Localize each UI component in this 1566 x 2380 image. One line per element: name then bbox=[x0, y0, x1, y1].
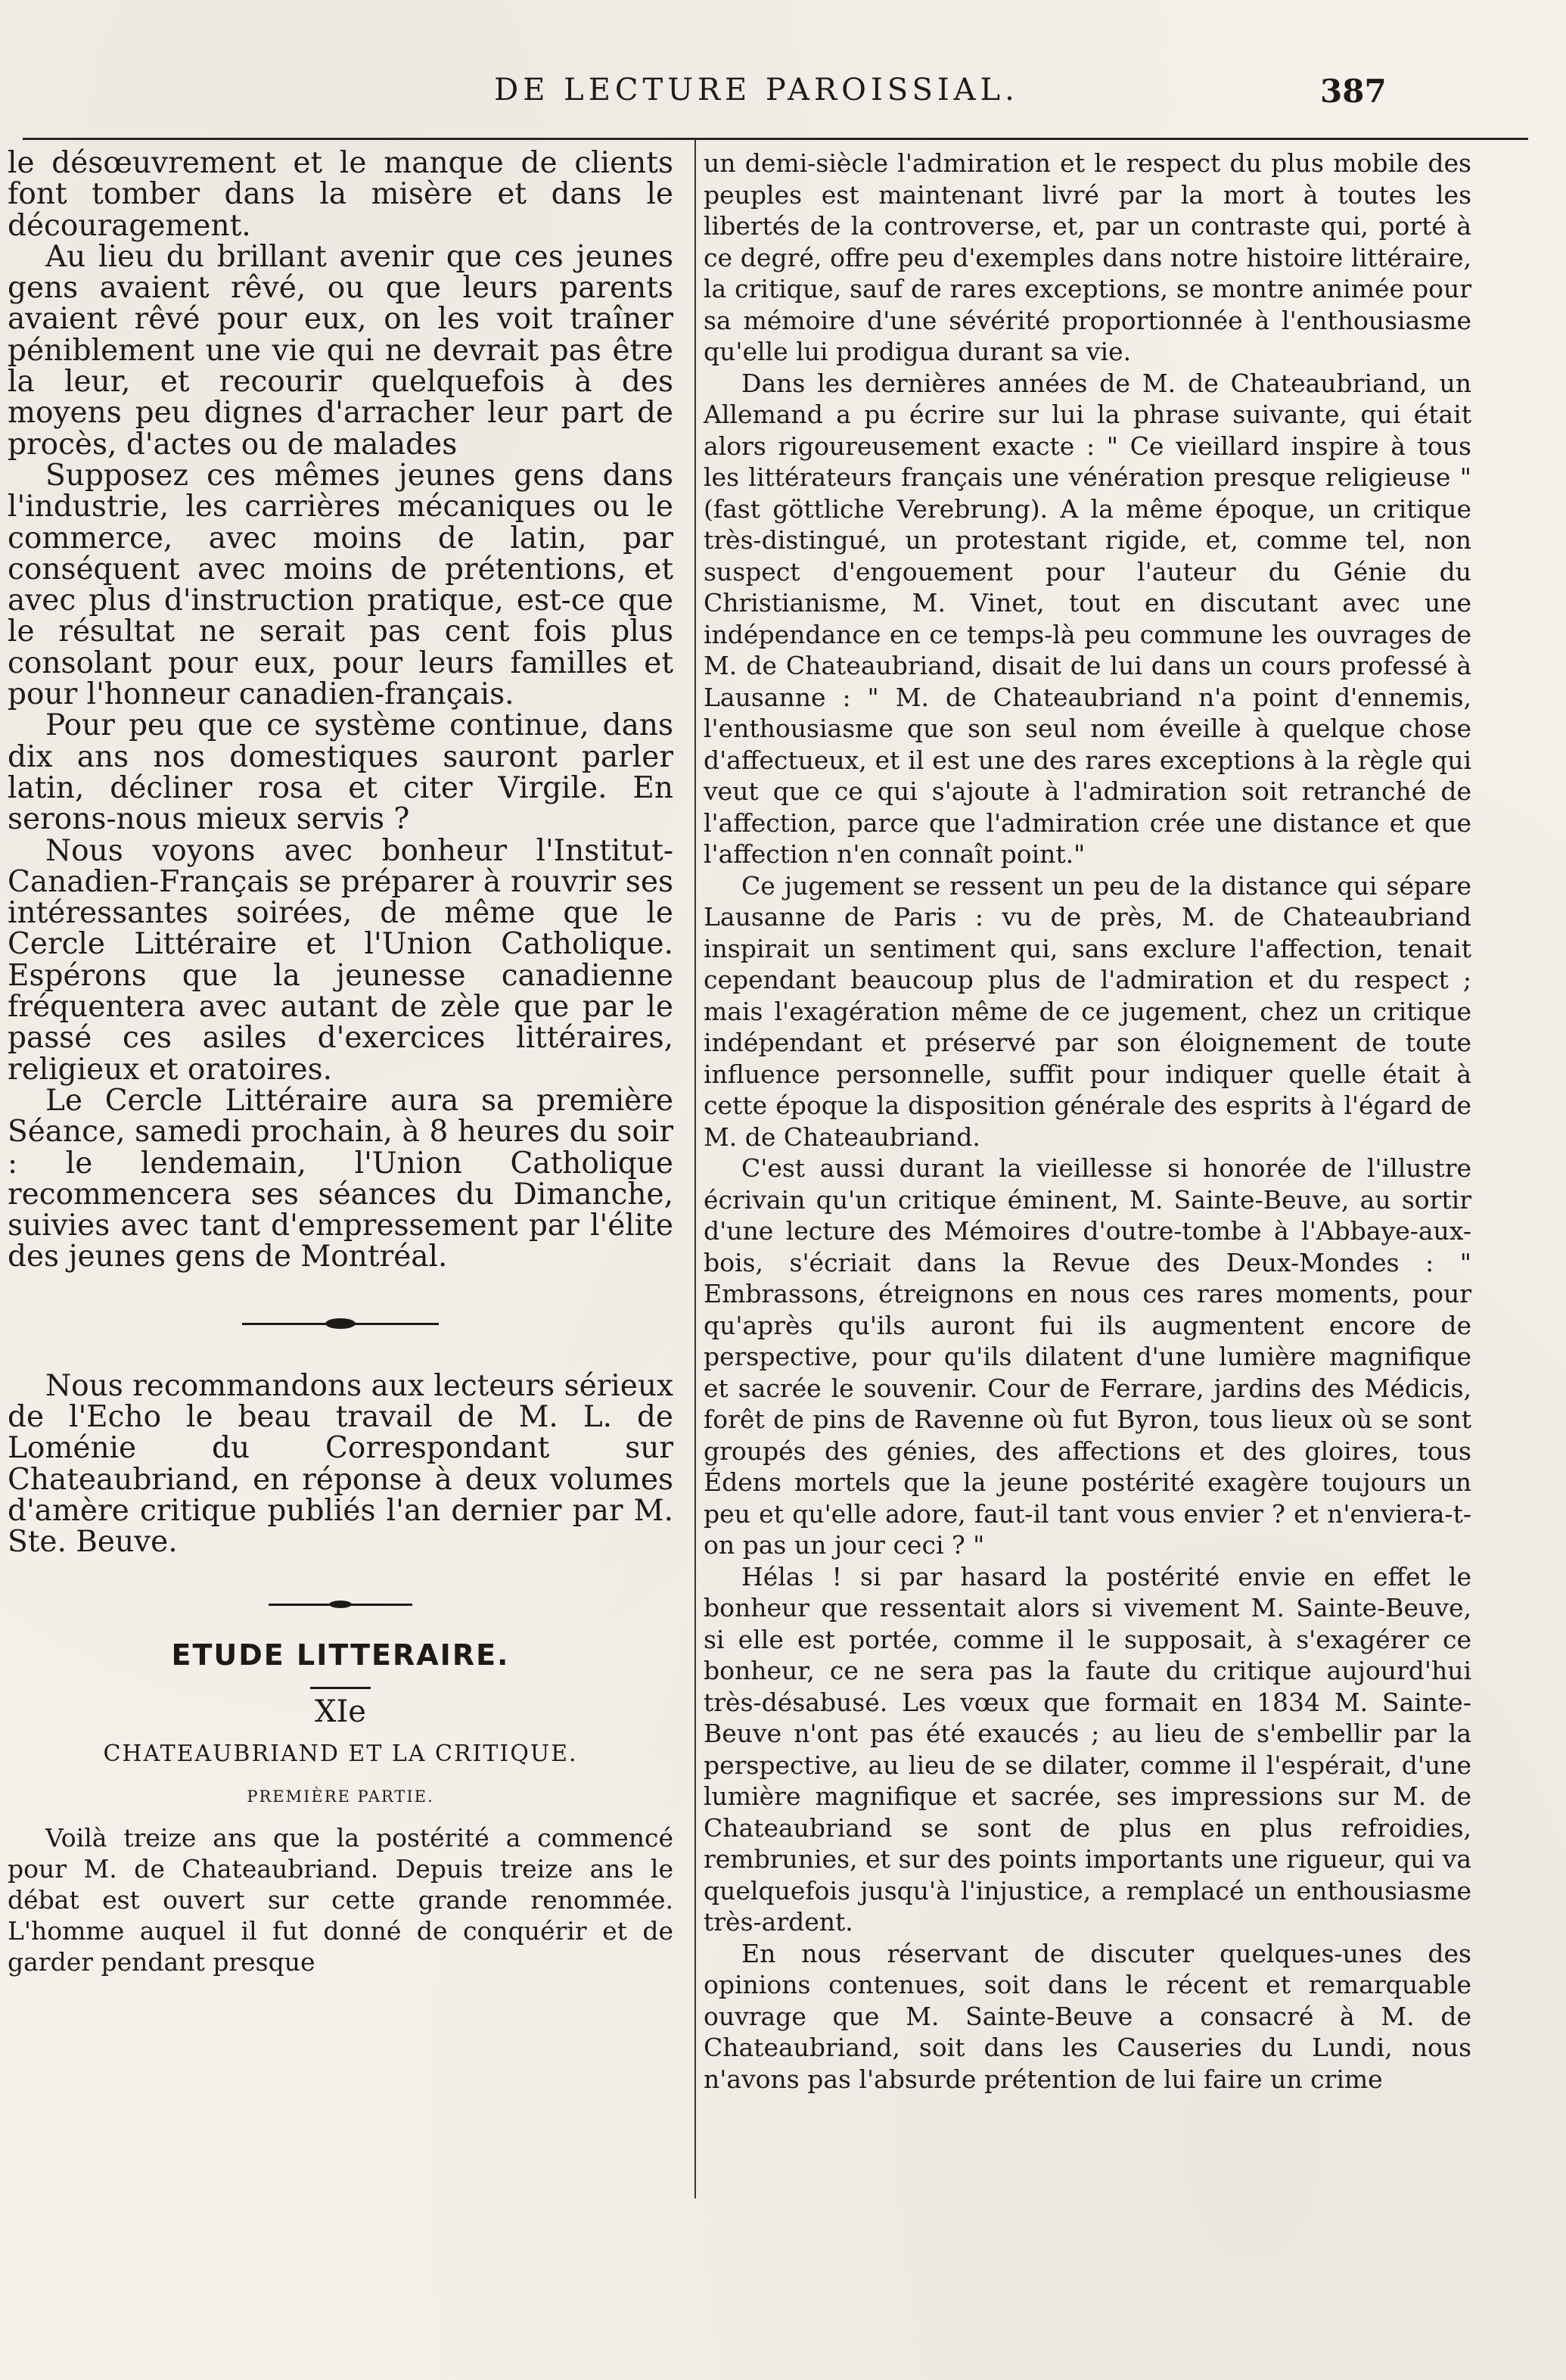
separator-ornament-small bbox=[269, 1599, 412, 1610]
section-title: ETUDE LITTERAIRE. bbox=[171, 1638, 510, 1672]
left-column bbox=[8, 148, 673, 1977]
left-paragraph-7: Nous recommandons aux lecteurs sérieux de l'Echo le beau travail de M. L. de Loménie du Correspondant sur Chateaubriand, en réponse à deux volumes d'amère critique publiés l'an dernier par M. Ste. Beuve. bbox=[8, 1368, 673, 1560]
separator-ornament bbox=[242, 1318, 439, 1329]
left-paragraph-5: Nous voyons avec bonheur l'Institut-Canadien-Français se préparer à rouvrir ses intéressantes soirées, de même que le Cercle Littéraire et l'Union Catholique. Espérons que la jeunesse canadienne fréquentera avec autant de zèle que par le passé ces asiles d'exercices littéraires, religieux et oratoires. bbox=[8, 833, 673, 1087]
right-paragraph-6: En nous réservant de discuter quelques-unes des opinions contenues, soit dans le récent et remarquable ouvrage que M. Sainte-Beuve a consacré à M. de Chateaubriand, soit dans les Causeries du Lundi, nous n'avons pas l'absurde prétention de lui faire un crime bbox=[704, 1938, 1471, 2094]
right-paragraph-3: Ce jugement se ressent un peu de la distance qui sépare Lausanne de Paris : vu de près, M. de Chateaubriand inspirait un sentiment qui, sans exclure l'affection, tenait cependant beaucoup plus de l'admiration et du respect ; mais l'exagération même de ce jugement, chez un critique indépendant et préservé par son éloignement de toute influence personnelle, suffit pour indiquer quelle était à cette époque la disposition générale des esprits à l'égard de M. de Chateaubriand. bbox=[704, 870, 1471, 1152]
running-head: DE LECTURE PAROISSIAL. bbox=[494, 73, 1019, 107]
title-rule bbox=[310, 1687, 371, 1689]
column-divider bbox=[694, 140, 696, 2198]
left-paragraph-3: Supposez ces mêmes jeunes gens dans l'industrie, les carrières mécaniques ou le commerce, avec moins de latin, par conséquent avec moins de prétentions, et avec plus d'instruction pratique, est-ce que le résultat ne serait pas cent fois plus consolant pour eux, pour leurs familles et pour l'honneur canadien-français. bbox=[8, 458, 673, 712]
chapter-title: CHATEAUBRIAND ET LA CRITIQUE. bbox=[103, 1741, 578, 1768]
page-number: 387 bbox=[1320, 73, 1387, 110]
right-column bbox=[704, 148, 1471, 2095]
header-rule bbox=[23, 138, 1528, 140]
left-paragraph-4: Pour peu que ce système continue, dans dix ans nos domestiques sauront parler latin, décliner rosa et citer Virgile. En serons-nous mieux servis ? bbox=[8, 708, 673, 837]
chapter-number: XIe bbox=[315, 1694, 366, 1729]
left-paragraph-8: Voilà treize ans que la postérité a commencé pour M. de Chateaubriand. Depuis treize ans le débat est ouvert sur cette grande renommée. L'homme auquel il fut donné de conquérir et de garder pendant presque bbox=[8, 1822, 673, 1977]
left-paragraph-6: Le Cercle Littéraire aura sa première Séance, samedi prochain, à 8 heures du soir : le lendemain, l'Union Catholique recommencera ses séances du Dimanche, suivies avec tant d'empressement par l'élite des jeunes gens de Montréal. bbox=[8, 1083, 673, 1274]
right-paragraph-4: C'est aussi durant la vieillesse si honorée de l'illustre écrivain qu'un critique éminent, M. Sainte-Beuve, au sortir d'une lecture des Mémoires d'outre-tombe à l'Abbaye-aux-bois, s'écriait dans la Revue des Deux-Mondes : " Embrassons, étreignons en nous ces rares moments, pour qu'après qu'ils auront fui ils augmentent encore de perspective, pour qu'ils dilatent d'une lumière magnifique et sacrée le souvenir. Cour de Ferrare, jardins des Médicis, forêt de pins de Ravenne où fut Byron, tous lieux où se sont groupés des génies, des affections et des gloires, tous Édens mortels que la jeune postérité exagère toujours un peu et qu'elle adore, faut-il tant vous envier ? et n'enviera-t-on pas un jour ceci ? " bbox=[704, 1153, 1471, 1560]
part-title: PREMIÈRE PARTIE. bbox=[247, 1787, 434, 1806]
right-paragraph-2: Dans les dernières années de M. de Chateaubriand, un Allemand a pu écrire sur lui la phrase suivante, qui était alors rigoureusement exacte : " Ce vieillard inspire à tous les littérateurs français une vénération presque religieuse " (fast göttliche Verebrung). A la même époque, un critique très-distingué, un protestant rigide, et, comme tel, non suspect d'engouement pour l'auteur du Génie du Christianisme, M. Vinet, tout en discutant avec une indépendance en ce temps-là peu commune les ouvrages de M. de Chateaubriand, disait de lui dans un cours professé à Lausanne : " M. de Chateaubriand n'a point d'ennemis, l'enthousiasme que son seul nom éveille à quelque chose d'affectueux, et il est une des rares exceptions à la règle qui veut que ce qui s'ajoute à l'admiration soit retranché de l'affection, parce que l'admiration crée une distance et que l'affection n'en connaît point." bbox=[704, 368, 1471, 869]
left-paragraph-2: Au lieu du brillant avenir que ces jeunes gens avaient rêvé, ou que leurs parents avaient rêvé pour eux, on les voit traîner péniblement une vie qui ne devrait pas être la leur, et recourir quelquefois à des moyens peu dignes d'arracher leur part de procès, d'actes ou de malades bbox=[8, 239, 673, 462]
right-paragraph-1: un demi-siècle l'admiration et le respect du plus mobile des peuples est maintenant livré par la mort à toutes les libertés de la controverse, et, par un contraste qui, porté à ce degré, offre peu d'exemples dans notre histoire littéraire, la critique, sauf de rares exceptions, se montre animée pour sa mémoire d'une sévérité proportionnée à l'enthousiasme qu'elle lui prodigua durant sa vie. bbox=[704, 148, 1471, 366]
left-paragraph-1: le désœuvrement et le manque de clients font tomber dans la misère et dans le découragement. bbox=[8, 146, 673, 243]
right-paragraph-5: Hélas ! si par hasard la postérité envie en effet le bonheur que ressentait alors si vivement M. Sainte-Beuve, si elle est portée, comme il le supposait, à s'exagérer ce bonheur, ce ne sera pas la faute du critique aujourd'hui très-désabusé. Les vœux que formait en 1834 M. Sainte-Beuve n'ont pas été exaucés ; au lieu de s'embellir par la perspective, au lieu de se dilater, comme il l'espérait, d'une lumière magnifique et sacrée, ses impressions sur M. de Chateaubriand se sont de plus en plus refroidies, rembrunies, et sur des points importants une rigueur, qui va quelquefois jusqu'à l'injustice, a remplacé un enthousiasme très-ardent. bbox=[704, 1561, 1471, 1937]
